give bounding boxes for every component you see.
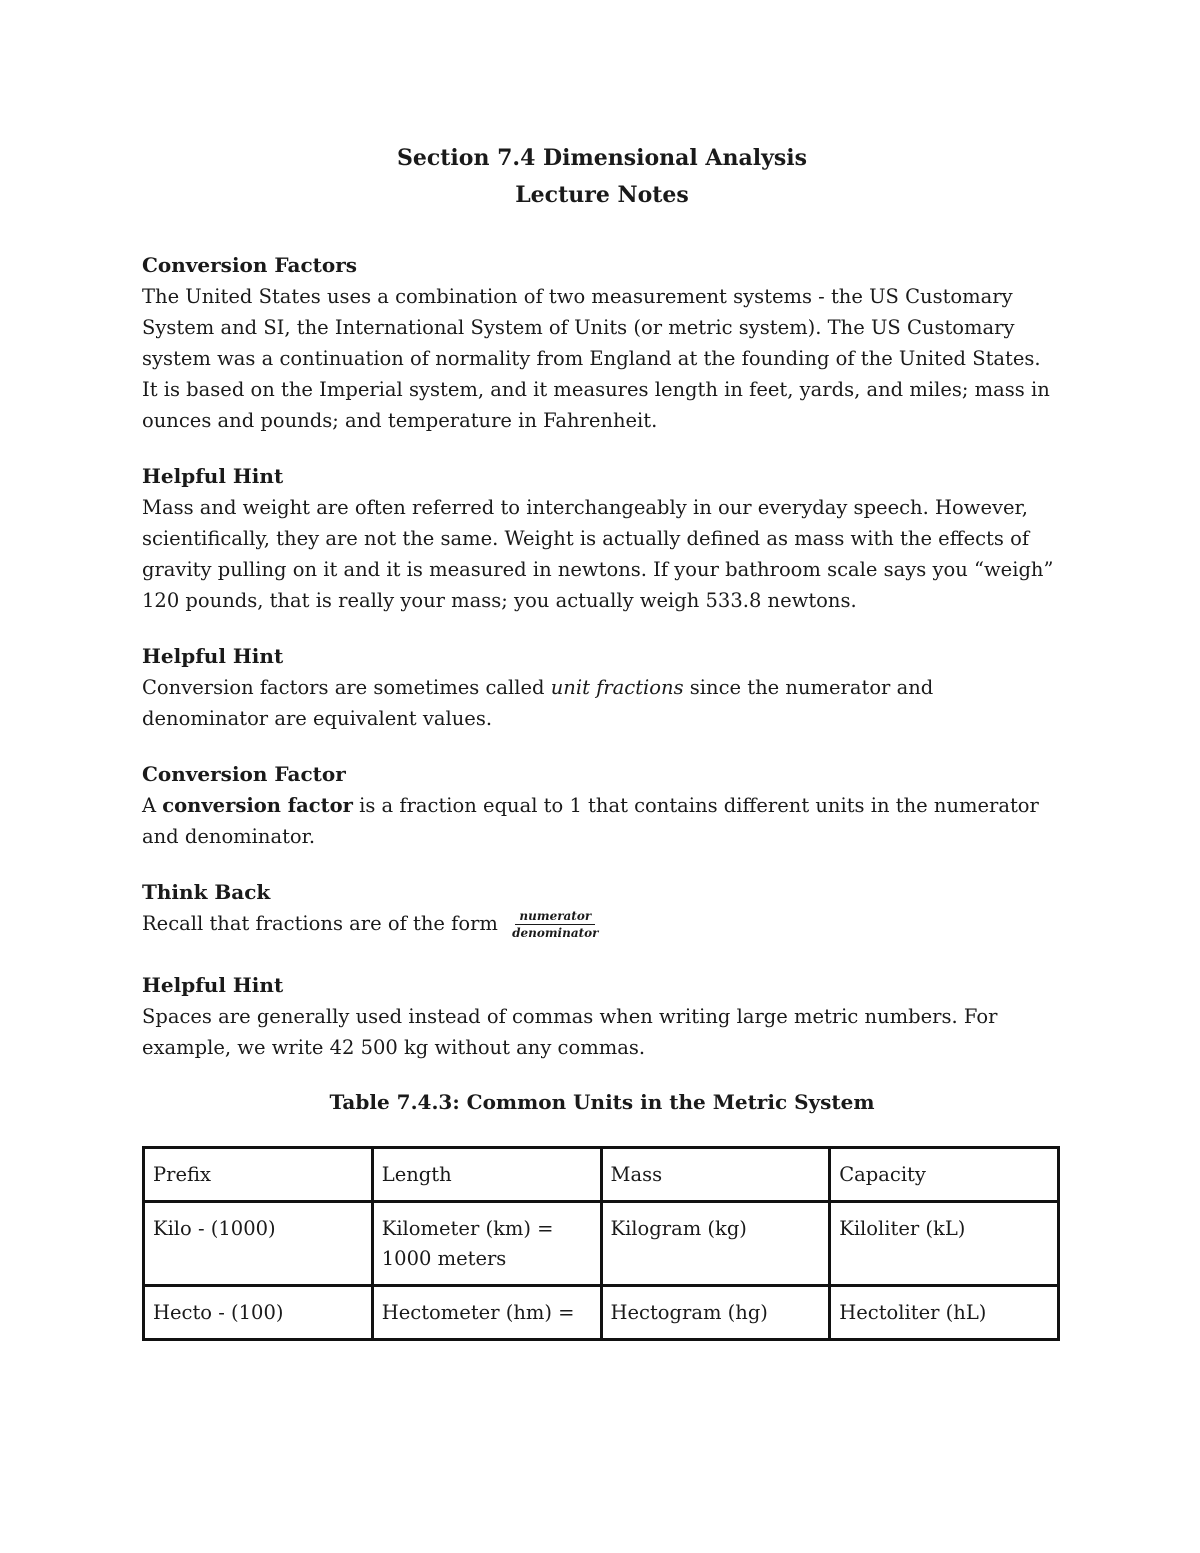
bold-term: conversion factor xyxy=(162,794,353,817)
section-helpful-hint-unit-fractions xyxy=(142,641,1062,734)
section-heading: Helpful Hint xyxy=(142,644,284,668)
table-cell: Kilometer (km) = 1000 meters xyxy=(372,1202,601,1286)
document-subtitle: Lecture Notes xyxy=(515,182,689,208)
table-header-cell: Length xyxy=(372,1148,601,1202)
section-helpful-hint-spaces xyxy=(142,970,1062,1063)
text-after: since the numerator and denominator are equivalent values. xyxy=(142,676,934,730)
section-conversion-factors xyxy=(142,250,1062,436)
table-cell: Hecto - (100) xyxy=(144,1286,373,1340)
section-helpful-hint-mass xyxy=(142,461,1062,616)
table-row xyxy=(144,1202,1059,1286)
table-cell: Kilo - (1000) xyxy=(144,1202,373,1286)
section-conversion-factor-definition xyxy=(142,759,1062,852)
table-header-cell: Capacity xyxy=(830,1148,1059,1202)
section-text xyxy=(142,790,1062,852)
section-heading: Helpful Hint xyxy=(142,464,284,488)
section-text: Spaces are generally used instead of commas when writing large metric numbers. For example, we write 42 500 kg without any commas. xyxy=(142,1005,998,1059)
table-cell: Hectoliter (hL) xyxy=(830,1286,1059,1340)
document-page xyxy=(142,140,1062,1341)
table-cell: Kilogram (kg) xyxy=(601,1202,830,1286)
section-heading: Think Back xyxy=(142,880,271,904)
table-header-cell: Prefix xyxy=(144,1148,373,1202)
fraction xyxy=(508,909,602,940)
text-before: A xyxy=(142,794,163,817)
section-heading: Helpful Hint xyxy=(142,973,284,997)
table-cell: Kiloliter (kL) xyxy=(830,1202,1059,1286)
text-before: Recall that fractions are of the form xyxy=(142,912,505,935)
fraction-denominator: denominator xyxy=(512,926,599,940)
title-block xyxy=(142,140,1062,214)
section-text: Mass and weight are often referred to interchangeably in our everyday speech. However, scientifically, they are not the same. Weight is actually defined as mass with the effects of gravity pulling on it and it is measured in newtons. If your bathroom scale says you “weigh” 120 pounds, that is really your mass; you actually weigh 533.8 newtons. xyxy=(142,496,1054,612)
metric-units-table xyxy=(142,1146,1060,1341)
section-think-back xyxy=(142,877,1062,940)
fraction-numerator: numerator xyxy=(515,909,595,925)
section-heading: Conversion Factor xyxy=(142,762,346,786)
table-row xyxy=(144,1286,1059,1340)
section-text xyxy=(142,908,1062,940)
table-caption: Table 7.4.3: Common Units in the Metric System xyxy=(329,1090,875,1114)
document-title: Section 7.4 Dimensional Analysis xyxy=(396,145,808,171)
table-header-row xyxy=(144,1148,1059,1202)
text-before: Conversion factors are sometimes called xyxy=(142,676,551,699)
emphasized-term: unit fractions xyxy=(550,676,684,699)
section-heading: Conversion Factors xyxy=(142,253,357,277)
table-cell: Hectogram (hg) xyxy=(601,1286,830,1340)
text-after: is a fraction equal to 1 that contains different units in the numerator and denominator. xyxy=(142,794,1039,848)
section-text: The United States uses a combination of two measurement systems - the US Customary System and SI, the International System of Units (or metric system). The US Customary system was a continuation of normality from England at the founding of the United States. It is based on the Imperial system, and it measures length in feet, yards, and miles; mass in ounces and pounds; and temperature in Fahrenheit. xyxy=(142,285,1050,432)
section-text xyxy=(142,672,1062,734)
table-cell: Hectometer (hm) = xyxy=(372,1286,601,1340)
table-header-cell: Mass xyxy=(601,1148,830,1202)
